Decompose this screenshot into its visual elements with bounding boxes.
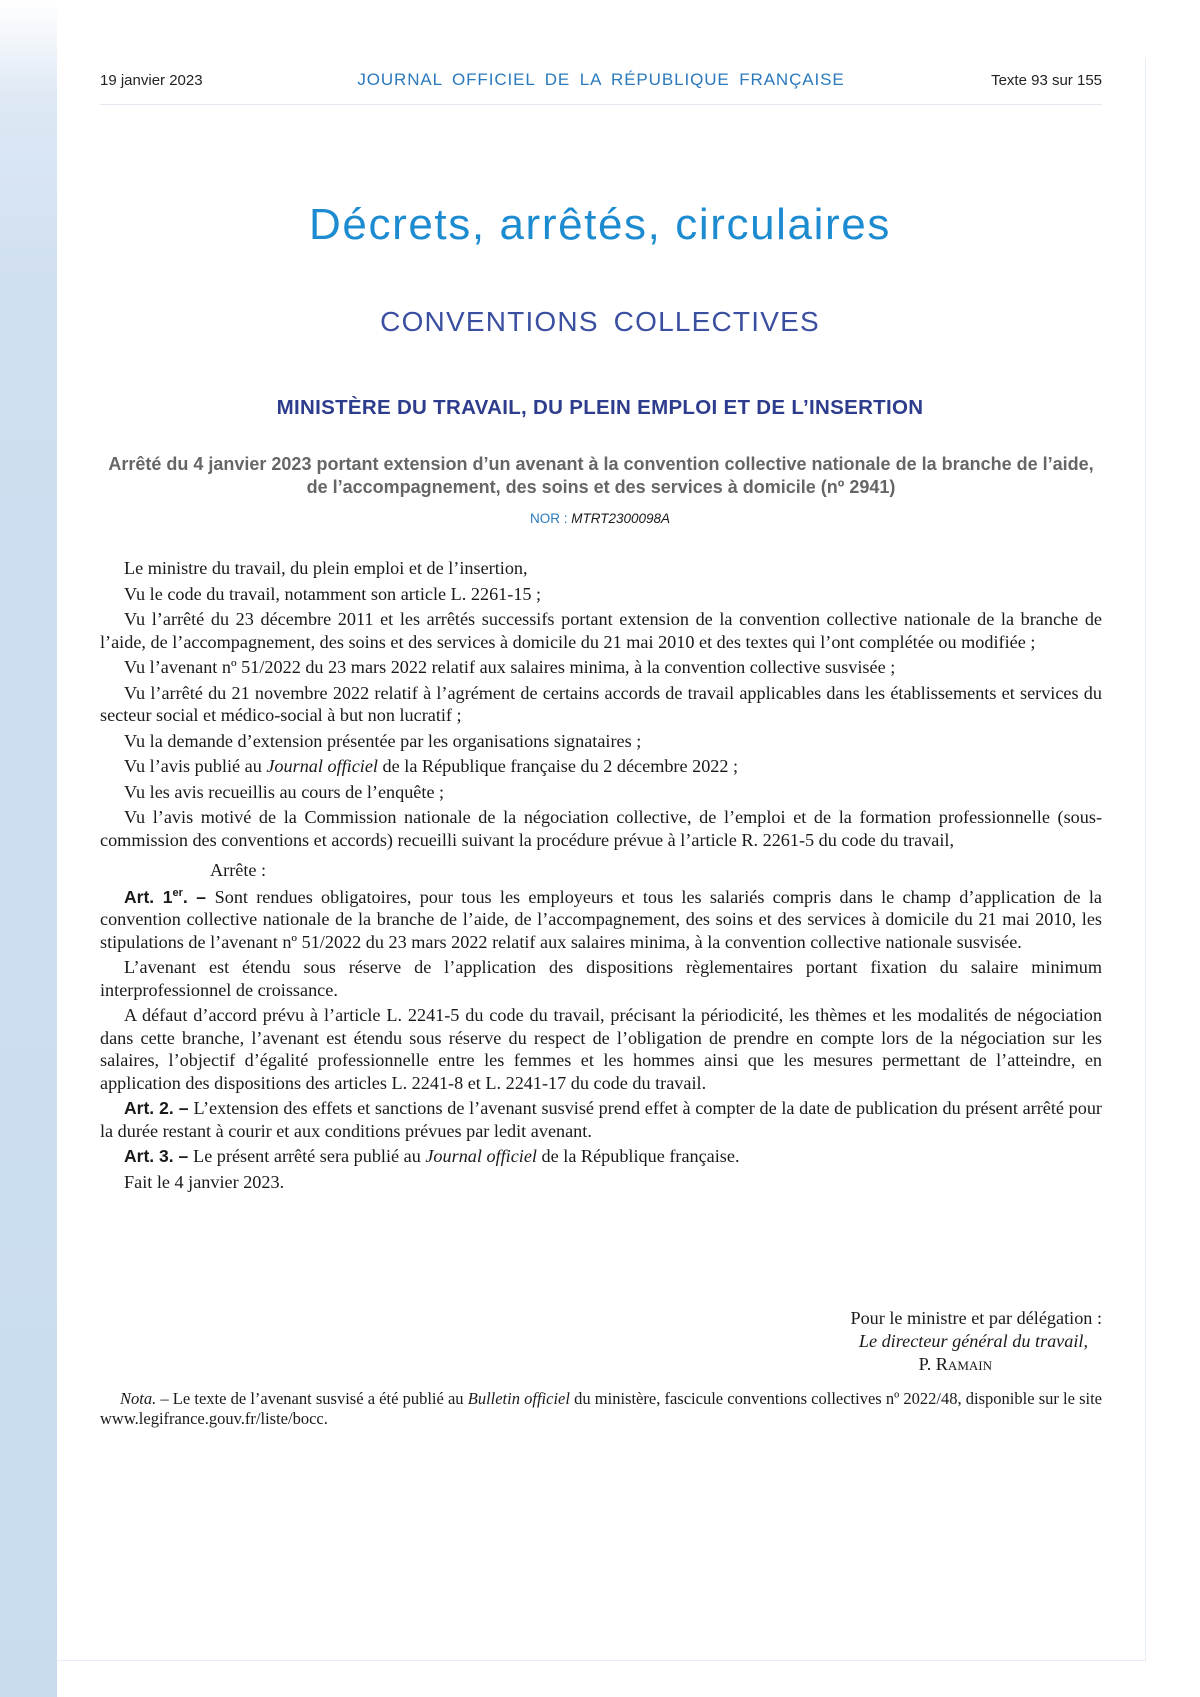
preamble-vu-code: Vu le code du travail, notamment son article L. 2261-15 ; xyxy=(124,583,542,604)
header-divider xyxy=(100,104,1102,105)
header-date: 19 janvier 2023 xyxy=(100,72,203,89)
article-1: Art. 1er. – Sont rendues obligatoires, pour tous les employeurs et tous les salariés compris dans le champ d’application de la convention collective nationale de la branche de l’aide, de l’accompagnement, des soins et des services à domicile du 21 mai 2010, les stipulations de l’avenant nº 51/2022 du 23 mars 2022 relatif aux salaires minima, à la convention collective nationale susvisée. xyxy=(100,886,1103,952)
nor-reference xyxy=(0,511,1200,526)
article-3: Art. 3. – Le présent arrêté sera publié au Journal officiel de la République française. xyxy=(124,1146,740,1166)
signature-role: Le directeur général du travail, xyxy=(858,1331,1088,1351)
article-1-paragraph-2: L’avenant est étendu sous réserve de l’application des dispositions règlementaires portant fixation du salaire minimum interprofessionnel de croissance. xyxy=(100,957,1102,1000)
document-body xyxy=(100,557,1102,1196)
header-journal-title: JOURNAL OFFICIEL DE LA RÉPUBLIQUE FRANÇAISE xyxy=(357,70,845,89)
article-2-label: Art. 2. – xyxy=(124,1098,194,1118)
preamble-vu-avis-motive: Vu l’avis motivé de la Commission nationale de la négociation collective, de l’emploi et de la formation professionnelle (sous-commission des conventions et accords) recueilli suivant la procédure prévue à l’article R. 2261-5 du code du travail, xyxy=(100,807,1102,850)
page-header xyxy=(100,72,1102,94)
preamble-vu-arrete-2011: Vu l’arrêté du 23 décembre 2011 et les arrêtés successifs portant extension de la convention collective nationale de la branche de l’aide, de l’accompagnement, des soins et des services à domicile du 21 mai 2010 et des textes qui l’ont complétée ou modifiée ; xyxy=(100,609,1102,652)
nota-note: Nota. – Le texte de l’avenant susvisé a été publié au Bulletin officiel du ministère, fascicule conventions collectives nº 2022/48, disponible sur le site www.legifrance.gouv.fr/liste/bocc. xyxy=(100,1389,1103,1428)
nor-code: MTRT2300098A xyxy=(571,511,671,526)
article-3-label: Art. 3. – xyxy=(124,1146,194,1166)
subsection-title: CONVENTIONS COLLECTIVES xyxy=(380,306,820,337)
left-margin-band xyxy=(0,0,57,1697)
preamble-vu-avis-enquete: Vu les avis recueillis au cours de l’enquête ; xyxy=(124,781,445,802)
preamble-minister: Le ministre du travail, du plein emploi et de l’insertion, xyxy=(124,558,528,578)
arrete-word: Arrête : xyxy=(210,860,267,880)
section-title: Décrets, arrêtés, circulaires xyxy=(309,200,891,249)
signature-name: P. Ramain xyxy=(918,1354,992,1374)
header-text-number: Texte 93 sur 155 xyxy=(991,72,1102,89)
preamble-vu-arrete-2022: Vu l’arrêté du 21 novembre 2022 relatif à l’agrément de certains accords de travail applicables dans les établissements et services du secteur social et médico-social à but non lucratif ; xyxy=(100,682,1102,725)
preamble-vu-demande: Vu la demande d’extension présentée par les organisations signataires ; xyxy=(124,730,642,751)
signature-block xyxy=(600,1307,1102,1376)
preamble-vu-avenant: Vu l’avenant nº 51/2022 du 23 mars 2022 relatif aux salaires minima, à la convention collective susvisée ; xyxy=(124,657,896,677)
nor-label: NOR : xyxy=(529,511,572,526)
fait-le: Fait le 4 janvier 2023. xyxy=(124,1171,285,1192)
article-2: Art. 2. – L’extension des effets et sanctions de l’avenant susvisé prend effet à compter de la date de publication du présent arrêté pour la durée restant à courir et aux conditions prévues par ledit avenant. xyxy=(100,1098,1102,1141)
ministry-heading: MINISTÈRE DU TRAVAIL, DU PLEIN EMPLOI ET DE L’INSERTION xyxy=(276,396,924,419)
article-1-label: Art. 1er. – xyxy=(124,886,215,907)
article-1-paragraph-3: A défaut d’accord prévu à l’article L. 2241-5 du code du travail, précisant la périodicité, les thèmes et les modalités de négociation dans cette branche, l’avenant est étendu sous réserve du respect de l’obligation de prendre en compte lors de la négociation sur les salaires, l’objectif d’égalité professionnelle entre les femmes et les hommes ainsi que les mesures permettant de l’atteindre, en application des dispositions des articles L. 2241-8 et L. 2241-17 du code du travail. xyxy=(100,1005,1102,1093)
preamble-vu-avis-publie: Vu l’avis publié au Journal officiel de la République française du 2 décembre 2022 ; xyxy=(124,756,739,776)
arrete-title: Arrêté du 4 janvier 2023 portant extension d’un avenant à la convention collective nationale de la branche de l’aide, de l’accompagnement, des soins et des services à domicile (nº 2941) xyxy=(108,454,1094,497)
signature-delegation: Pour le ministre et par délégation : xyxy=(850,1308,1102,1328)
